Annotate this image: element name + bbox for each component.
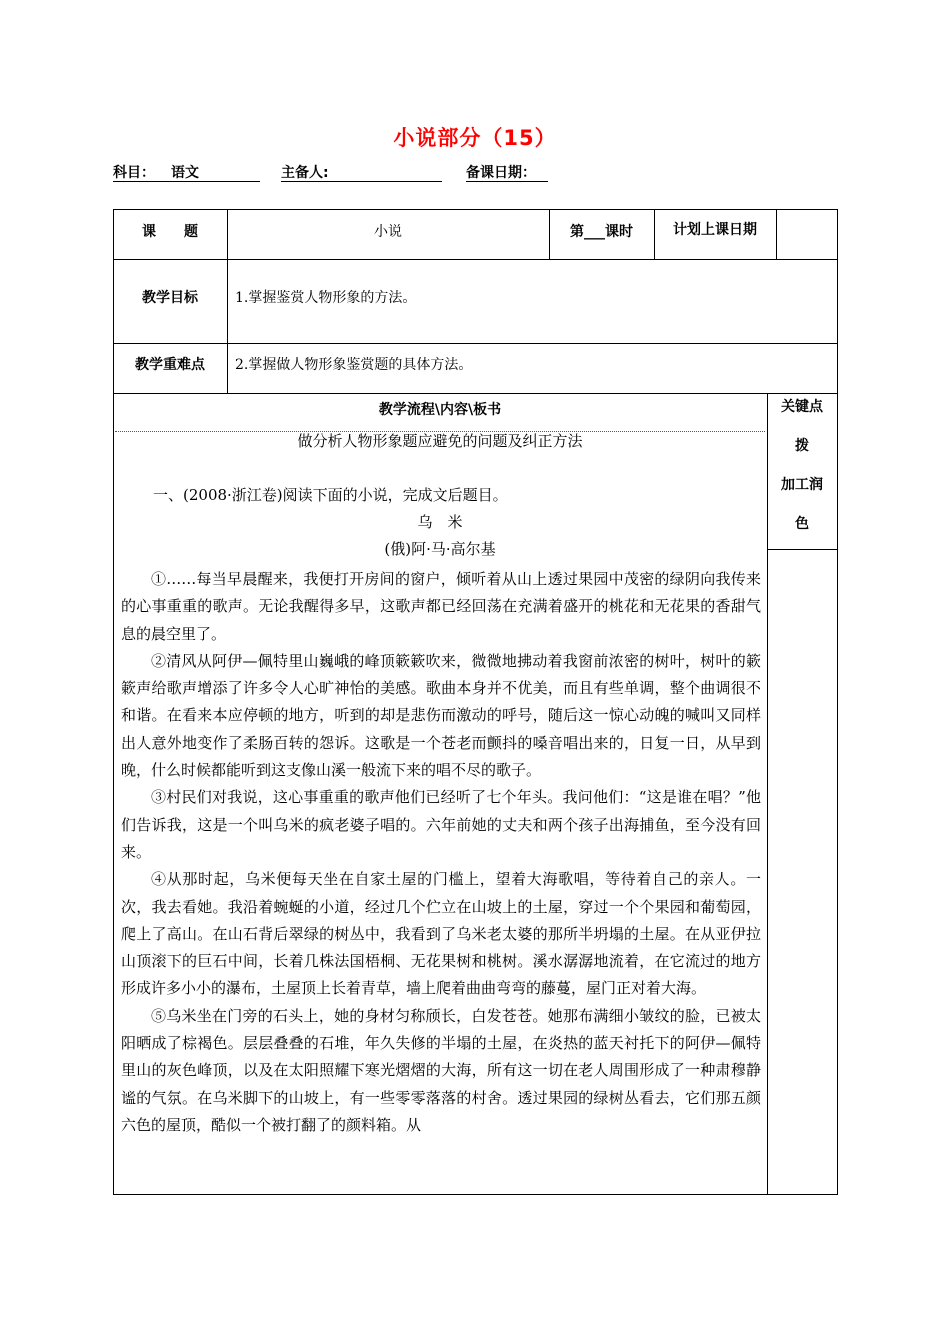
side-header-line: 色	[795, 516, 809, 532]
preparer-label: 主备人:	[281, 165, 329, 181]
story-paragraph: ④从那时起，乌米便每天坐在自家土屋的门槛上，望着大海歌唱，等待着自己的亲人。一次，我去看她。我沿着蜿蜒的小道，经过几个伫立在山坡上的土屋，穿过一个个果园和葡萄园，爬上了高山。在山石背后翠绿的树丛中，我看到了乌米老太婆的那所半坍塌的土屋。在从亚伊拉山顶滚下的巨石中间，长着几株法国梧桐、无花果树和桃树。溪水潺潺地流着，在它流过的地方形成许多小小的瀑布，土屋顶上长着青草，墙上爬着曲曲弯弯的藤蔓，屋门正对着大海。	[121, 870, 761, 998]
row-divider	[113, 259, 838, 260]
row-divider	[113, 393, 838, 394]
story-paragraph: ⑤乌米坐在门旁的石头上，她的身材匀称颀长，白发苍苍。她那布满细小皱纹的脸，已被太阳晒成了棕褐色。层层叠叠的石堆，年久失修的半塌的土屋，在炎热的蓝天衬托下的阿伊—佩特里山的灰色峰顶，以及在太阳照耀下寒光熠熠的大海，所有这一切在老人周围形成了一种肃穆静谧的气氛。在乌米脚下的山坡上，有一些零零落落的村舍。透过果园的绿树丛看去，它们那五颜六色的屋顶，酷似一个被打翻了的颜料箱。从	[121, 1006, 761, 1134]
preparer-underline	[281, 181, 442, 182]
side-header-line: 加工润	[781, 477, 823, 493]
side-header	[767, 388, 837, 544]
row-divider	[113, 343, 838, 344]
topic-label: 课 题	[142, 224, 198, 240]
story-author: (俄)阿·马·高尔基	[384, 540, 496, 558]
side-header-line: 关键点	[781, 399, 823, 415]
story-paragraph: ①……每当早晨醒来，我便打开房间的窗户，倾听着从山上透过果园中茂密的绿阴向我传来的心事重重的歌声。无论我醒得多早，这歌声都已经回荡在充满着盛开的桃花和无花果的香甜气息的晨空里了。	[121, 570, 761, 643]
document-title: 小说部分（15）	[393, 126, 557, 150]
subject-label: 科目：	[113, 165, 155, 181]
side-divider	[767, 549, 838, 550]
key-points-value: 2.掌握做人物形象鉴赏题的具体方法。	[235, 357, 473, 373]
story-paragraph: ③村民们对我说，这心事重重的歌声他们已经听了七个年头。我问他们：“这是谁在唱？”他们告诉我，这是一个叫乌米的疯老婆子唱的。六年前她的丈夫和两个孩子出海捕鱼，至今没有回来。	[121, 788, 761, 861]
section-subtitle: 做分析人物形象题应避免的问题及纠正方法	[297, 432, 583, 450]
col-divider	[776, 209, 777, 259]
date-underline	[466, 181, 548, 182]
story-title: 乌 米	[417, 513, 463, 531]
key-points-label: 教学重难点	[135, 357, 205, 373]
story-paragraph: ②清风从阿伊—佩特里山巍峨的峰顶簌簌吹来，微微地拂动着我窗前浓密的树叶，树叶的簌簌声给歌声增添了许多令人心旷神怡的美感。歌曲本身并不优美，而且有些单调，整个曲调很不和谐。在看来本应停顿的地方，听到的却是悲伤而激动的呼号，随后这一惊心动魄的喊叫又同样出人意外地变作了柔肠百转的怨诉。这歌是一个苍老而颤抖的嗓音唱出来的，日复一日，从早到晚，什么时候都能听到这支像山溪一般流下来的唱不尽的歌子。	[121, 651, 761, 780]
flow-header: 教学流程\内容\板书	[378, 402, 502, 418]
story-body	[121, 566, 761, 1139]
question-intro: 一、(2008·浙江卷)阅读下面的小说，完成文后题目。	[153, 486, 508, 504]
goal-label: 教学目标	[142, 290, 198, 306]
goal-value: 1.掌握鉴赏人物形象的方法。	[235, 290, 417, 306]
side-header-line: 拨	[795, 438, 809, 454]
subject-value: 语文	[171, 165, 199, 181]
topic-value: 小说	[374, 224, 402, 240]
planned-date-label: 计划上课日期	[673, 222, 757, 238]
date-label: 备课日期：	[466, 165, 536, 181]
lesson-label: 第___课时	[570, 224, 633, 240]
subject-underline	[113, 181, 260, 182]
